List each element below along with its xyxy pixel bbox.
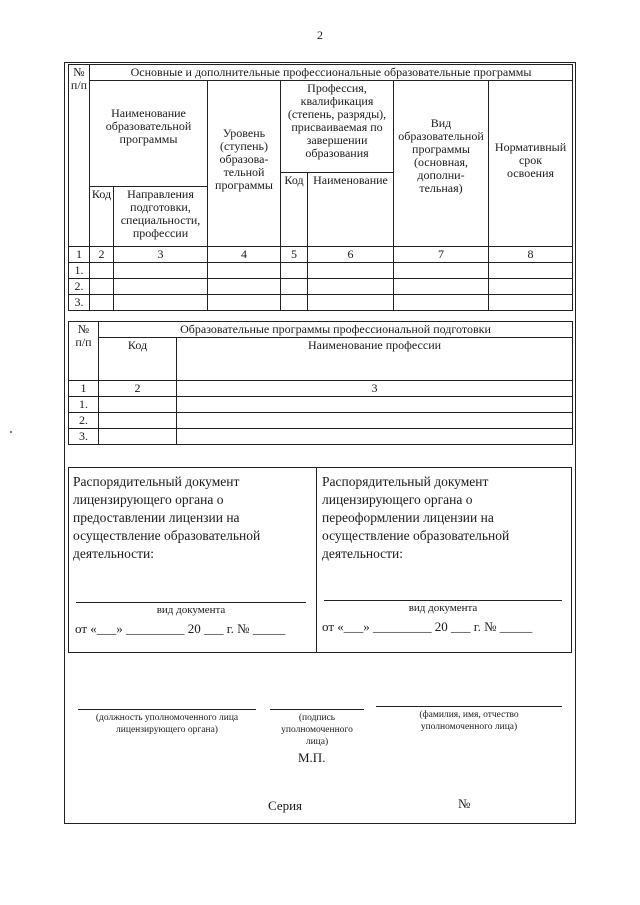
col-number-header: № п/п: [69, 65, 90, 247]
page-number: 2: [317, 28, 323, 42]
table-row: [69, 263, 573, 279]
series-label: Серия: [268, 798, 303, 813]
reissue-document-type-line: [324, 600, 562, 601]
cell: [208, 279, 281, 295]
cell: [177, 413, 573, 429]
sub-prof-name-header: Наименование: [308, 173, 394, 247]
signature-line: [270, 709, 364, 710]
col-level-header: Уровень (ступень) образова- тельной программы: [208, 81, 281, 247]
signature-caption: (подпись уполномоченного лица): [281, 713, 353, 747]
grant-document-date-line: от «___» _________ 20 ___ г. № _____: [75, 621, 286, 636]
column-number: 1: [69, 247, 90, 263]
cell: [99, 397, 177, 413]
cell: [90, 263, 114, 279]
column-number: 6: [308, 247, 394, 263]
reissue-document-title: Распорядительный документ лицензирующего органа о переоформлении лицензии на осуществление образовательной деятельности:: [322, 474, 510, 561]
cell: [489, 279, 573, 295]
row-number: 2.: [69, 413, 99, 429]
column-number: 2: [90, 247, 114, 263]
training-programs-table: [68, 321, 573, 445]
stamp-place-label: М.П.: [298, 750, 326, 765]
name-caption: (фамилия, имя, отчество уполномоченного лица): [419, 710, 519, 732]
col-program-name-header: Наименование образовательной программы: [90, 81, 208, 187]
col-profession-header: Профессия, квалификация (степень, разряды), присваиваемая по завершении образования: [281, 81, 394, 173]
position-caption: (должность уполномоченного лица лицензирующего органа): [95, 713, 239, 735]
position-signature-line: [78, 709, 256, 710]
cell: [90, 295, 114, 311]
col-number-header: № п/п: [69, 322, 99, 381]
name-signature-line: [376, 706, 562, 707]
row-number: 2.: [69, 279, 90, 295]
table-row: [69, 429, 573, 445]
cell: [281, 263, 308, 279]
column-number: 3: [177, 381, 573, 397]
column-number: 7: [394, 247, 489, 263]
licence-documents-divider: [316, 467, 317, 653]
row-number: 3.: [69, 295, 90, 311]
reissue-document-date-line: от «___» _________ 20 ___ г. № _____: [322, 619, 533, 634]
training-section-header: Образовательные программы профессиональной подготовки: [99, 322, 573, 338]
column-number: 4: [208, 247, 281, 263]
column-number: 8: [489, 247, 573, 263]
row-number: 1.: [69, 397, 99, 413]
column-numbers-row: [69, 247, 573, 263]
cell: [394, 279, 489, 295]
cell: [281, 295, 308, 311]
col-duration-header: Нормативный срок освоения: [489, 81, 573, 247]
column-number: 1: [69, 381, 99, 397]
cell: [281, 279, 308, 295]
cell: [177, 397, 573, 413]
table-row: [69, 397, 573, 413]
cell: [394, 263, 489, 279]
sub-code-header: Код: [99, 338, 177, 381]
cell: [489, 263, 573, 279]
table-row: [69, 295, 573, 311]
cell: [208, 295, 281, 311]
cell: [177, 429, 573, 445]
cell: [90, 279, 114, 295]
sub-code-header: Код: [90, 187, 114, 247]
grant-document-type-line: [76, 602, 306, 603]
column-numbers-row: [69, 381, 573, 397]
grant-document-title: Распорядительный документ лицензирующего органа о предоставлении лицензии на осуществление образовательной деятельности:: [73, 474, 261, 561]
cell: [394, 295, 489, 311]
cell: [114, 263, 208, 279]
sub-prof-code-header: Код: [281, 173, 308, 247]
column-number: 3: [114, 247, 208, 263]
cell: [308, 279, 394, 295]
reissue-document-type-caption: вид документа: [408, 602, 478, 614]
table-row: [69, 413, 573, 429]
cell: [114, 295, 208, 311]
cell: [114, 279, 208, 295]
col-type-header: Вид образовательной программы (основная, дополни- тельная): [394, 81, 489, 247]
scan-speck: [10, 431, 12, 433]
sub-directions-header: Направления подготовки, специальности, профессии: [114, 187, 208, 247]
table-row: [69, 279, 573, 295]
main-section-header: Основные и дополнительные профессиональные образовательные программы: [90, 65, 573, 81]
column-number: 2: [99, 381, 177, 397]
cell: [99, 429, 177, 445]
grant-document-type-caption: вид документа: [156, 604, 226, 616]
cell: [208, 263, 281, 279]
row-number: 1.: [69, 263, 90, 279]
sub-name-header: Наименование профессии: [177, 338, 573, 381]
number-label: №: [458, 796, 471, 811]
cell: [489, 295, 573, 311]
column-number: 5: [281, 247, 308, 263]
main-programs-table: [68, 64, 573, 311]
row-number: 3.: [69, 429, 99, 445]
cell: [99, 413, 177, 429]
cell: [308, 263, 394, 279]
cell: [308, 295, 394, 311]
